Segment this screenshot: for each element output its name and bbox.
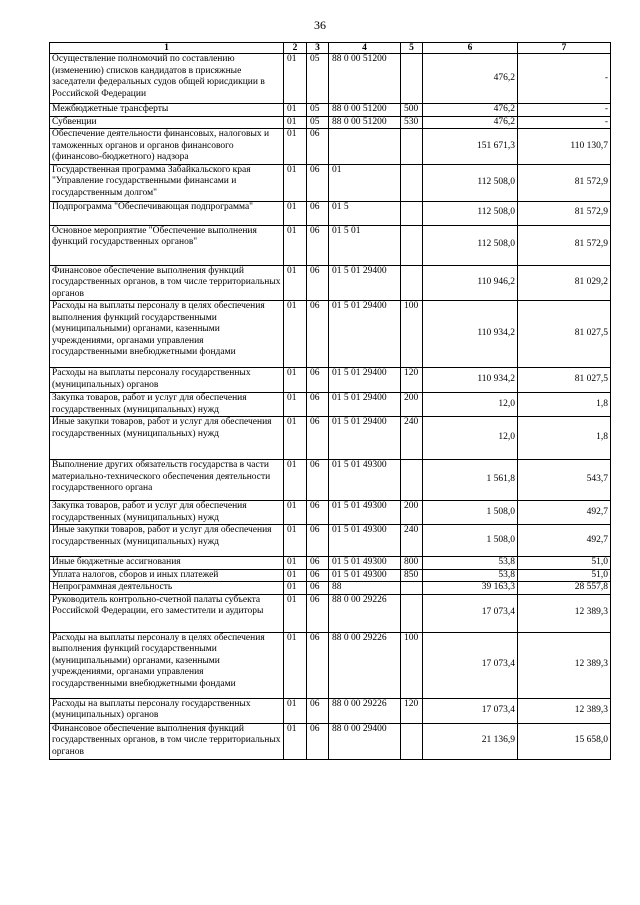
table-row [50, 582, 611, 595]
row-expense-type: 500 [401, 104, 423, 117]
row-value-col7: 81 027,5 [518, 301, 611, 368]
row-value-col7: 110 130,7 [518, 129, 611, 165]
row-value-col6: 21 136,9 [423, 723, 518, 759]
table-row [50, 265, 611, 301]
row-name: Расходы на выплаты персоналу в целях обеспечения выполнения функций государственными (муниципальными) органами, казенными учреждениями, органами управления государственными внебюджетными фондами [50, 301, 284, 368]
table-row [50, 698, 611, 723]
table-row [50, 632, 611, 698]
header-cell: 6 [423, 43, 518, 54]
row-value-col7: 492,7 [518, 525, 611, 557]
row-value-col7: 81 572,9 [518, 201, 611, 225]
row-value-col7: 1,8 [518, 393, 611, 417]
row-value-col6: 1 508,0 [423, 501, 518, 525]
row-target-code: 01 5 01 29400 [329, 393, 401, 417]
row-section-code: 01 [284, 460, 307, 501]
row-value-col6: 112 508,0 [423, 164, 518, 201]
row-section-code: 01 [284, 569, 307, 582]
table-row [50, 116, 611, 129]
row-target-code: 88 0 00 29226 [329, 594, 401, 632]
row-expense-type [401, 201, 423, 225]
row-subsection-code: 06 [307, 265, 329, 301]
row-name: Основное мероприятие "Обеспечение выполнения функций государственных органов" [50, 225, 284, 265]
row-expense-type: 850 [401, 569, 423, 582]
row-expense-type: 240 [401, 417, 423, 460]
row-section-code: 01 [284, 129, 307, 165]
row-subsection-code: 05 [307, 116, 329, 129]
row-subsection-code: 06 [307, 225, 329, 265]
row-section-code: 01 [284, 301, 307, 368]
row-section-code: 01 [284, 582, 307, 595]
row-target-code: 01 [329, 164, 401, 201]
row-subsection-code: 06 [307, 201, 329, 225]
row-value-col7: 12 389,3 [518, 698, 611, 723]
row-subsection-code: 06 [307, 129, 329, 165]
header-cell: 3 [307, 43, 329, 54]
row-value-col6: 1 508,0 [423, 525, 518, 557]
table-row [50, 201, 611, 225]
row-expense-type [401, 225, 423, 265]
row-target-code: 01 5 01 29400 [329, 368, 401, 393]
row-value-col6: 17 073,4 [423, 698, 518, 723]
row-name: Закупка товаров, работ и услуг для обеспечения государственных (муниципальных) нужд [50, 501, 284, 525]
row-target-code: 01 5 01 29400 [329, 265, 401, 301]
table-row [50, 501, 611, 525]
row-section-code: 01 [284, 225, 307, 265]
row-target-code: 88 [329, 582, 401, 595]
row-subsection-code: 06 [307, 557, 329, 570]
row-value-col7: 28 557,8 [518, 582, 611, 595]
table-row [50, 301, 611, 368]
table-row [50, 129, 611, 165]
table-row [50, 723, 611, 759]
row-target-code: 88 0 00 51200 [329, 54, 401, 104]
row-expense-type [401, 723, 423, 759]
row-target-code: 88 0 00 29226 [329, 632, 401, 698]
table-row [50, 368, 611, 393]
row-subsection-code: 06 [307, 698, 329, 723]
row-value-col7: 51,0 [518, 557, 611, 570]
row-expense-type [401, 164, 423, 201]
row-expense-type [401, 460, 423, 501]
row-name: Непрограммная деятельность [50, 582, 284, 595]
row-name: Финансовое обеспечение выполнения функций государственных органов, в том числе территориальных органов [50, 265, 284, 301]
row-name: Закупка товаров, работ и услуг для обеспечения государственных (муниципальных) нужд [50, 393, 284, 417]
table-row [50, 164, 611, 201]
row-value-col6: 53,8 [423, 557, 518, 570]
row-target-code: 01 5 01 [329, 225, 401, 265]
row-name: Руководитель контрольно-счетной палаты субъекта Российской Федерации, его заместители и аудиторы [50, 594, 284, 632]
header-cell: 5 [401, 43, 423, 54]
row-expense-type [401, 265, 423, 301]
row-expense-type: 200 [401, 501, 423, 525]
row-subsection-code: 06 [307, 301, 329, 368]
row-name: Расходы на выплаты персоналу государственных (муниципальных) органов [50, 698, 284, 723]
header-cell: 7 [518, 43, 611, 54]
table-row [50, 417, 611, 460]
table-row [50, 569, 611, 582]
row-target-code [329, 129, 401, 165]
row-value-col6: 39 163,3 [423, 582, 518, 595]
row-value-col7: 492,7 [518, 501, 611, 525]
row-value-col7: 543,7 [518, 460, 611, 501]
row-section-code: 01 [284, 368, 307, 393]
row-value-col7: 12 389,3 [518, 632, 611, 698]
row-name: Финансовое обеспечение выполнения функций государственных органов, в том числе территориальных органов [50, 723, 284, 759]
table-row [50, 54, 611, 104]
row-section-code: 01 [284, 54, 307, 104]
table-row [50, 460, 611, 501]
row-name: Осуществление полномочий по составлению (изменению) списков кандидатов в присяжные заседатели федеральных судов общей юрисдикции в Российской Федерации [50, 54, 284, 104]
row-section-code: 01 [284, 164, 307, 201]
row-name: Расходы на выплаты персоналу государственных (муниципальных) органов [50, 368, 284, 393]
row-value-col6: 1 561,8 [423, 460, 518, 501]
row-section-code: 01 [284, 265, 307, 301]
header-cell: 2 [284, 43, 307, 54]
row-value-col7: 81 029,2 [518, 265, 611, 301]
row-section-code: 01 [284, 557, 307, 570]
row-section-code: 01 [284, 116, 307, 129]
row-expense-type [401, 54, 423, 104]
row-value-col6: 476,2 [423, 54, 518, 104]
row-value-col6: 53,8 [423, 569, 518, 582]
row-name: Уплата налогов, сборов и иных платежей [50, 569, 284, 582]
row-value-col6: 12,0 [423, 417, 518, 460]
row-subsection-code: 06 [307, 525, 329, 557]
row-expense-type [401, 129, 423, 165]
row-expense-type: 100 [401, 632, 423, 698]
row-subsection-code: 06 [307, 632, 329, 698]
row-value-col6: 112 508,0 [423, 225, 518, 265]
row-name: Расходы на выплаты персоналу в целях обеспечения выполнения функций государственными (муниципальными) органами, казенными учреждениями, органами управления государственными внебюджетными фондами [50, 632, 284, 698]
row-name: Иные закупки товаров, работ и услуг для обеспечения государственных (муниципальных) нужд [50, 417, 284, 460]
row-section-code: 01 [284, 723, 307, 759]
table-row [50, 225, 611, 265]
row-section-code: 01 [284, 201, 307, 225]
row-expense-type: 530 [401, 116, 423, 129]
row-subsection-code: 06 [307, 460, 329, 501]
row-target-code: 01 5 01 29400 [329, 417, 401, 460]
row-expense-type [401, 582, 423, 595]
row-target-code: 01 5 01 49300 [329, 460, 401, 501]
row-name: Выполнение других обязательств государства в части материально-технического обеспечения деятельности государственного органа [50, 460, 284, 501]
row-subsection-code: 06 [307, 594, 329, 632]
row-subsection-code: 05 [307, 54, 329, 104]
row-section-code: 01 [284, 417, 307, 460]
row-subsection-code: 06 [307, 723, 329, 759]
row-value-col6: 17 073,4 [423, 632, 518, 698]
header-cell: 4 [329, 43, 401, 54]
row-value-col7: - [518, 116, 611, 129]
row-target-code: 88 0 00 51200 [329, 104, 401, 117]
row-name: Обеспечение деятельности финансовых, налоговых и таможенных органов и органов финансового (финансово-бюджетного) надзора [50, 129, 284, 165]
row-subsection-code: 06 [307, 417, 329, 460]
row-target-code: 01 5 [329, 201, 401, 225]
row-value-col7: 81 027,5 [518, 368, 611, 393]
row-section-code: 01 [284, 698, 307, 723]
row-target-code: 01 5 01 49300 [329, 557, 401, 570]
row-subsection-code: 06 [307, 393, 329, 417]
row-subsection-code: 06 [307, 569, 329, 582]
row-value-col7: 51,0 [518, 569, 611, 582]
row-value-col7: - [518, 104, 611, 117]
table-row [50, 525, 611, 557]
row-name: Государственная программа Забайкальского края "Управление государственными финансами и государственным долгом" [50, 164, 284, 201]
row-expense-type: 200 [401, 393, 423, 417]
row-expense-type: 240 [401, 525, 423, 557]
row-value-col6: 110 946,2 [423, 265, 518, 301]
row-value-col6: 110 934,2 [423, 301, 518, 368]
row-name: Иные бюджетные ассигнования [50, 557, 284, 570]
budget-table [49, 42, 611, 760]
row-value-col6: 110 934,2 [423, 368, 518, 393]
row-target-code: 01 5 01 29400 [329, 301, 401, 368]
table-row [50, 557, 611, 570]
row-section-code: 01 [284, 525, 307, 557]
row-section-code: 01 [284, 501, 307, 525]
row-value-col6: 476,2 [423, 116, 518, 129]
table-row [50, 104, 611, 117]
row-expense-type: 120 [401, 368, 423, 393]
row-value-col7: - [518, 54, 611, 104]
row-name: Субвенции [50, 116, 284, 129]
row-expense-type: 120 [401, 698, 423, 723]
row-expense-type: 100 [401, 301, 423, 368]
row-subsection-code: 06 [307, 501, 329, 525]
row-value-col6: 12,0 [423, 393, 518, 417]
row-target-code: 01 5 01 49300 [329, 525, 401, 557]
row-section-code: 01 [284, 594, 307, 632]
row-value-col7: 1,8 [518, 417, 611, 460]
row-name: Подпрограмма "Обеспечивающая подпрограмма" [50, 201, 284, 225]
row-target-code: 01 5 01 49300 [329, 501, 401, 525]
page-number: 36 [314, 18, 326, 32]
row-value-col7: 81 572,9 [518, 164, 611, 201]
row-name: Иные закупки товаров, работ и услуг для обеспечения государственных (муниципальных) нужд [50, 525, 284, 557]
row-section-code: 01 [284, 104, 307, 117]
table-row [50, 393, 611, 417]
row-name: Межбюджетные трансферты [50, 104, 284, 117]
row-value-col7: 81 572,9 [518, 225, 611, 265]
row-subsection-code: 06 [307, 164, 329, 201]
row-section-code: 01 [284, 632, 307, 698]
row-value-col6: 151 671,3 [423, 129, 518, 165]
row-target-code: 01 5 01 49300 [329, 569, 401, 582]
row-value-col6: 112 508,0 [423, 201, 518, 225]
row-value-col7: 12 389,3 [518, 594, 611, 632]
header-cell: 1 [50, 43, 284, 54]
row-target-code: 88 0 00 29226 [329, 698, 401, 723]
row-target-code: 88 0 00 51200 [329, 116, 401, 129]
row-value-col6: 17 073,4 [423, 594, 518, 632]
row-subsection-code: 06 [307, 582, 329, 595]
row-expense-type: 800 [401, 557, 423, 570]
row-subsection-code: 06 [307, 368, 329, 393]
row-target-code: 88 0 00 29400 [329, 723, 401, 759]
row-subsection-code: 05 [307, 104, 329, 117]
row-expense-type [401, 594, 423, 632]
row-value-col7: 15 658,0 [518, 723, 611, 759]
table-row [50, 594, 611, 632]
row-value-col6: 476,2 [423, 104, 518, 117]
header-row [50, 43, 611, 54]
row-section-code: 01 [284, 393, 307, 417]
